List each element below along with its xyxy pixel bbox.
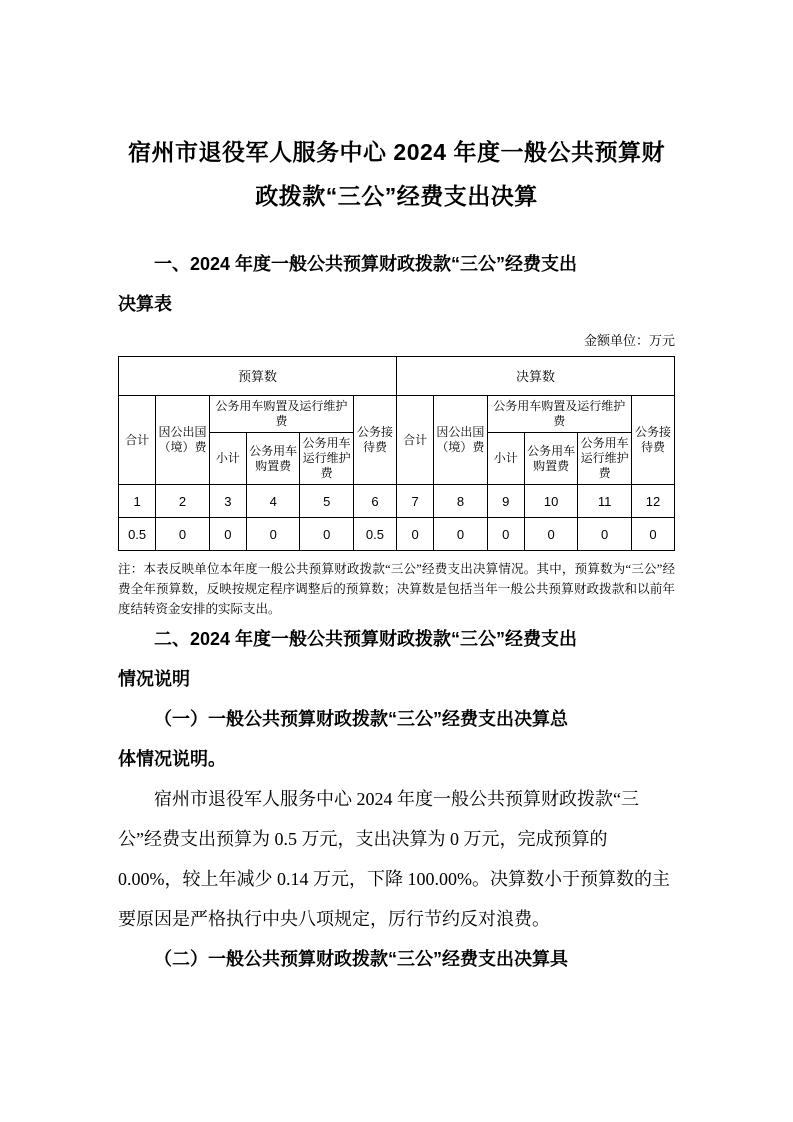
subsection-heading-2-1-cont: 体情况说明。	[118, 749, 226, 769]
subsection-heading-2-2: （二）一般公共预算财政拨款“三公”经费支出决算具	[154, 949, 568, 969]
value-budget-abroad: 0	[156, 518, 210, 551]
expenditure-table	[118, 356, 675, 551]
col-number-2: 2	[156, 485, 210, 518]
value-final-reception: 0	[631, 518, 674, 551]
body-paragraph-1: 宿州市退役军人服务中心 2024 年度一般公共预算财政拨款“三公”经费支出预算为 0.5 万元，支出决算为 0 万元，完成预算的 0.00%，较上年减少 0.14 万元，下降 100.00%。决算数小于预算数的主要原因是严格执行中央八项规定，厉行节约反对浪费。	[118, 789, 670, 929]
header-budget-reception: 公务接待费	[353, 396, 396, 485]
col-number-7: 7	[396, 485, 433, 518]
col-number-12: 12	[631, 485, 674, 518]
table-row	[119, 518, 675, 551]
table-note: 注：本表反映单位本年度一般公共预算财政拨款“三公”经费支出决算情况。其中，预算数为“三公”经费全年预算数，反映按规定程序调整后的预算数；决算数是包括当年一般公共预算财政拨款和以前年度结转资金安排的实际支出。	[118, 562, 675, 616]
table-subgroup-header-row	[119, 396, 675, 433]
value-budget-maintain: 0	[300, 518, 354, 551]
col-number-10: 10	[524, 485, 578, 518]
col-number-6: 6	[353, 485, 396, 518]
header-final-purchase: 公务用车购置费	[524, 433, 578, 485]
col-number-4: 4	[246, 485, 300, 518]
amount-unit-label: 金额单位：万元	[583, 333, 675, 348]
col-number-5: 5	[300, 485, 354, 518]
header-budget-vehicle: 公务用车购置及运行维护费	[209, 396, 353, 433]
header-final-vehicle: 公务用车购置及运行维护费	[487, 396, 631, 433]
section-heading-2-cont: 情况说明	[118, 669, 190, 689]
header-final-reception: 公务接待费	[631, 396, 674, 485]
section-heading-2: 二、2024 年度一般公共预算财政拨款“三公”经费支出	[154, 629, 578, 649]
table-row	[119, 485, 675, 518]
value-final-subtotal: 0	[487, 518, 524, 551]
section-heading-1: 一、2024 年度一般公共预算财政拨款“三公”经费支出	[154, 254, 578, 274]
header-budget-maintain: 公务用车运行维护费	[300, 433, 354, 485]
header-budget-total: 合计	[119, 396, 156, 485]
value-final-purchase: 0	[524, 518, 578, 551]
page-title: 宿州市退役军人服务中心 2024 年度一般公共预算财政拨款“三公”经费支出决算	[128, 139, 665, 209]
col-number-1: 1	[119, 485, 156, 518]
table-group-header-row	[119, 357, 675, 396]
header-budget-subtotal: 小计	[209, 433, 246, 485]
group-header-budget: 预算数	[119, 357, 397, 396]
header-final-total: 合计	[396, 396, 433, 485]
col-number-11: 11	[578, 485, 632, 518]
value-budget-subtotal: 0	[209, 518, 246, 551]
col-number-8: 8	[434, 485, 488, 518]
value-final-abroad: 0	[434, 518, 488, 551]
section-heading-1-cont: 决算表	[118, 294, 172, 314]
value-budget-reception: 0.5	[353, 518, 396, 551]
value-final-total: 0	[396, 518, 433, 551]
col-number-3: 3	[209, 485, 246, 518]
group-header-final: 决算数	[396, 357, 674, 396]
subsection-heading-2-1: （一）一般公共预算财政拨款“三公”经费支出决算总	[154, 709, 568, 729]
value-budget-total: 0.5	[119, 518, 156, 551]
col-number-9: 9	[487, 485, 524, 518]
header-final-subtotal: 小计	[487, 433, 524, 485]
header-final-maintain: 公务用车运行维护费	[578, 433, 632, 485]
value-final-maintain: 0	[578, 518, 632, 551]
header-final-abroad: 因公出国（境）费	[434, 396, 488, 485]
header-budget-purchase: 公务用车购置费	[246, 433, 300, 485]
value-budget-purchase: 0	[246, 518, 300, 551]
header-budget-abroad: 因公出国（境）费	[156, 396, 210, 485]
